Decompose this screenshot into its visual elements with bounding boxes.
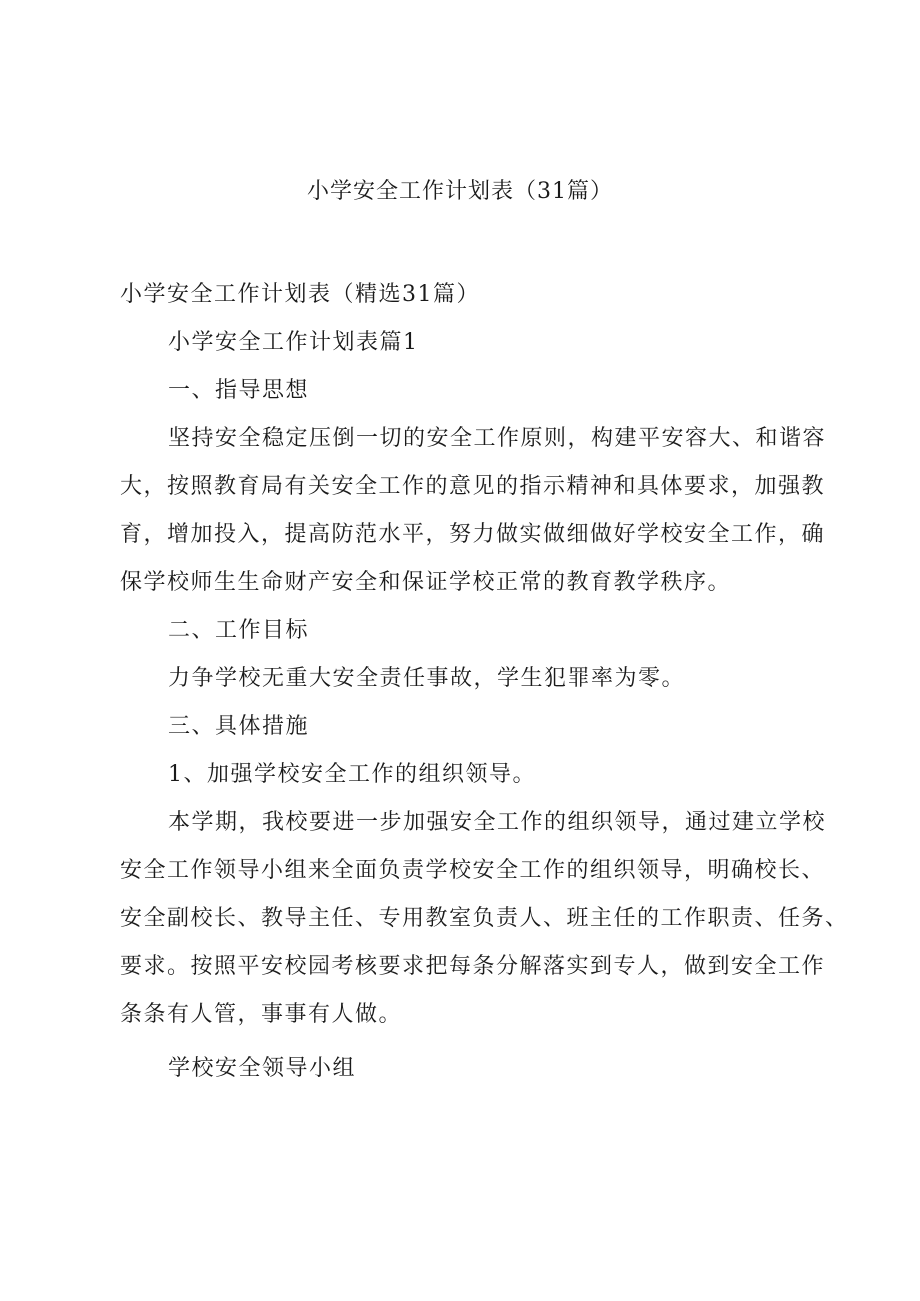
heading-guiding-thought: 一、指导思想: [168, 378, 310, 403]
heading-specific-measures: 三、具体措施: [168, 714, 310, 739]
heading-safety-leadership-group: 学校安全领导小组: [168, 1056, 357, 1081]
paragraph-line: 力争学校无重大安全责任事故，学生犯罪率为零。: [168, 666, 686, 691]
paragraph-line: 坚持安全稳定压倒一切的安全工作原则，构建平安容大、和谐容: [168, 426, 827, 451]
paragraph-line: 保学校师生生命财产安全和保证学校正常的教育教学秩序。: [120, 570, 732, 595]
document-subtitle: 小学安全工作计划表（精选31篇）: [120, 282, 480, 307]
paragraph-line: 育，增加投入，提高防范水平，努力做实做细做好学校安全工作，确: [120, 522, 826, 547]
heading-work-goal: 二、工作目标: [168, 618, 310, 643]
paragraph-line: 安全副校长、教导主任、专用教室负责人、班主任的工作职责、任务、: [120, 906, 849, 931]
paragraph-line: 大，按照教育局有关安全工作的意见的指示精神和具体要求，加强教: [120, 474, 826, 499]
document-title: 小学安全工作计划表（31篇）: [307, 179, 613, 204]
paragraph-line: 安全工作领导小组来全面负责学校安全工作的组织领导，明确校长、: [120, 858, 826, 883]
paragraph-line: 条条有人管，事事有人做。: [120, 1002, 403, 1027]
section-heading: 小学安全工作计划表篇1: [168, 330, 419, 355]
document-body: [120, 271, 849, 1093]
paragraph-line: 本学期，我校要进一步加强安全工作的组织领导，通过建立学校: [168, 810, 827, 835]
paragraph-line: 要求。按照平安校园考核要求把每条分解落实到专人，做到安全工作: [120, 954, 826, 979]
list-item: 1、加强学校安全工作的组织领导。: [168, 762, 536, 787]
